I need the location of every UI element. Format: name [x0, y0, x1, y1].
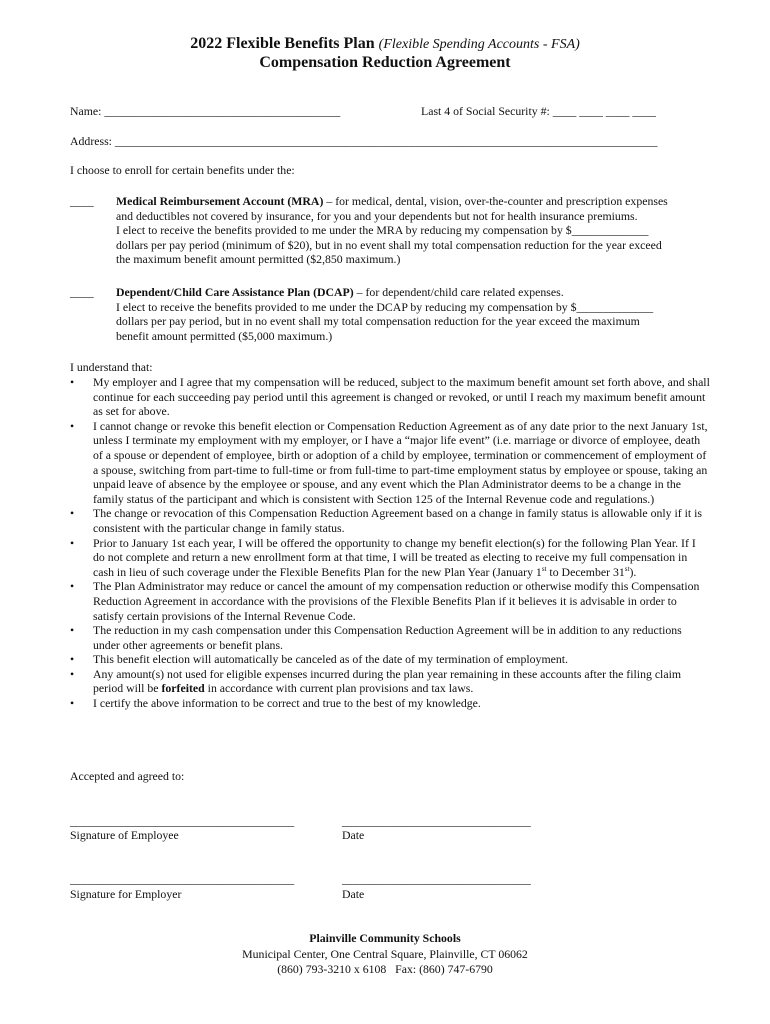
title-main: 2022 Flexible Benefits Plan	[190, 35, 375, 52]
terms-list	[70, 375, 710, 711]
term-text: The Plan Administrator may reduce or cancel the amount of my compensation reduction or otherwise modify this Compensation Reduction Agreement in accordance with the provisions of the Flexible Benefits Plan if it believes it is advisable in order to satisfy certain provisions of the Internal Revenue Code.	[93, 579, 700, 623]
employee-date-line[interactable]: ________________________________	[342, 814, 531, 828]
employee-signature-label: Signature of Employee	[70, 828, 179, 842]
mra-line-3[interactable]: I elect to receive the benefits provided to me under the MRA by reducing my compensation by $_____________	[116, 223, 649, 238]
name-field[interactable]: Name: ________________________________________	[70, 104, 341, 118]
understand-label: I understand that:	[70, 360, 153, 374]
dcap-line-1	[116, 285, 716, 300]
bullet-icon: •	[70, 418, 75, 433]
mra-text-1: – for medical, dental, vision, over-the-counter and prescription expenses	[323, 194, 668, 208]
term-text: My employer and I agree that my compensation will be reduced, subject to the maximum benefit amount set forth above, and shall continue for each succeeding pay period until this agreement is changed or revoked, or until I reach my maximum benefit amount as set for above.	[93, 375, 710, 419]
enroll-intro: I choose to enroll for certain benefits under the:	[70, 163, 295, 177]
list-item	[70, 375, 710, 419]
term-text: I certify the above information to be correct and true to the best of my knowledge.	[93, 696, 481, 711]
dcap-option	[116, 285, 716, 343]
mra-heading: Medical Reimbursement Account (MRA)	[116, 194, 324, 208]
employee-date-label: Date	[342, 828, 365, 842]
mra-option	[116, 194, 716, 267]
employer-date-line[interactable]: ________________________________	[342, 872, 531, 886]
bullet-icon: •	[70, 579, 75, 594]
bullet-icon: •	[70, 623, 75, 638]
employer-signature-line[interactable]: ______________________________________	[70, 872, 295, 886]
term-text: This benefit election will automatically be canceled as of the date of my termination of employment.	[93, 652, 568, 667]
term-text-end: ).	[629, 564, 637, 579]
mra-line-2: and deductibles not covered by insurance, for you and your dependents but not for health insurance premiums.	[116, 208, 638, 223]
list-item	[70, 652, 710, 667]
bullet-icon: •	[70, 652, 75, 667]
superscript: st	[541, 564, 547, 573]
list-item	[70, 536, 710, 580]
employer-date-label: Date	[342, 887, 365, 901]
ssn-field[interactable]: Last 4 of Social Security #: ____ ____ ____ ____	[421, 104, 656, 118]
term-text: Prior to January 1st each year, I will be offered the opportunity to change my benefit election(s) for the following Plan Year. If I do not complete and return a new enrollment form at that time, I will be treated as electing to receive my full compensation in cash in lieu of such coverage under the Flexible Benefits Plan for the new Plan Year (January 1	[93, 535, 696, 579]
list-item	[70, 506, 710, 535]
bullet-icon: •	[70, 696, 75, 711]
term-text-mid: to December 31	[546, 564, 625, 579]
title-note: (Flexible Spending Accounts - FSA)	[378, 37, 580, 52]
bullet-icon: •	[70, 535, 75, 550]
term-text: The reduction in my cash compensation under this Compensation Reduction Agreement will be in addition to any reductions under other agreements or benefit plans.	[93, 623, 682, 652]
mra-checkbox-blank[interactable]: ____	[70, 194, 94, 208]
mra-line-1	[116, 194, 716, 209]
dcap-line-2[interactable]: I elect to receive the benefits provided to me under the DCAP by reducing my compensation by $_____________	[116, 299, 654, 314]
forfeited-emphasis: forfeited	[161, 681, 205, 696]
accepted-label: Accepted and agreed to:	[70, 769, 185, 783]
list-item	[70, 667, 710, 696]
dcap-line-4: benefit amount permitted ($5,000 maximum.)	[116, 328, 333, 343]
dcap-checkbox-blank[interactable]: ____	[70, 285, 94, 299]
footer-org: Plainville Community Schools	[309, 931, 461, 945]
term-text: The change or revocation of this Compensation Reduction Agreement based on a change in family status is allowable only if it is consistent with the particular change in family status.	[93, 506, 703, 535]
list-item	[70, 419, 710, 507]
list-item	[70, 579, 710, 623]
employee-signature-line[interactable]: ______________________________________	[70, 814, 295, 828]
document-title	[0, 34, 770, 54]
superscript: st	[624, 564, 630, 573]
term-text: Any amount(s) not used for eligible expenses incurred during the plan year remaining in these accounts after the filing claim period will be	[93, 666, 682, 696]
employer-signature-label: Signature for Employer	[70, 887, 182, 901]
term-text-end: in accordance with current plan provisions and tax laws.	[204, 681, 474, 696]
footer-address: Municipal Center, One Central Square, Plainville, CT 06062	[242, 947, 528, 961]
list-item	[70, 623, 710, 652]
mra-line-5: the maximum benefit amount permitted ($2,850 maximum.)	[116, 252, 401, 267]
footer-phone: (860) 793-3210 x 6108 Fax: (860) 747-6790	[277, 962, 493, 976]
dcap-text-1: – for dependent/child care related expenses.	[353, 285, 564, 299]
address-field[interactable]: Address: ____________________________________________________________________________________________	[70, 134, 658, 148]
list-item	[70, 696, 710, 711]
document-subtitle: Compensation Reduction Agreement	[259, 54, 511, 71]
bullet-icon: •	[70, 666, 75, 681]
mra-line-4: dollars per pay period (minimum of $20), but in no event shall my total compensation reduction for the year exceed	[116, 237, 662, 252]
dcap-heading: Dependent/Child Care Assistance Plan (DCAP)	[116, 285, 354, 299]
dcap-line-3: dollars per pay period, but in no event shall my total compensation reduction for the year exceed the maximum	[116, 314, 640, 329]
bullet-icon: •	[70, 506, 75, 521]
bullet-icon: •	[70, 375, 75, 389]
term-text: I cannot change or revoke this benefit election or Compensation Reduction Agreement as of any date prior to the next January 1st, unless I terminate my employment with my employer, or I have a “major life event” (i.e. marriage or divorce of employee, death of a spouse or dependent of employee, birth or adoption of a child by employee, termination or commencement of employment of a spouse, switching from part-time to full-time or from full-time to part-time employment status by employee or spouse, taking an unpaid leave of absence by the employee or spouse, and any event which the Plan Administrator deems to be a change in the family status of the participant and which is consistent with Section 125 of the Internal Revenue code and regulations.)	[93, 418, 708, 506]
